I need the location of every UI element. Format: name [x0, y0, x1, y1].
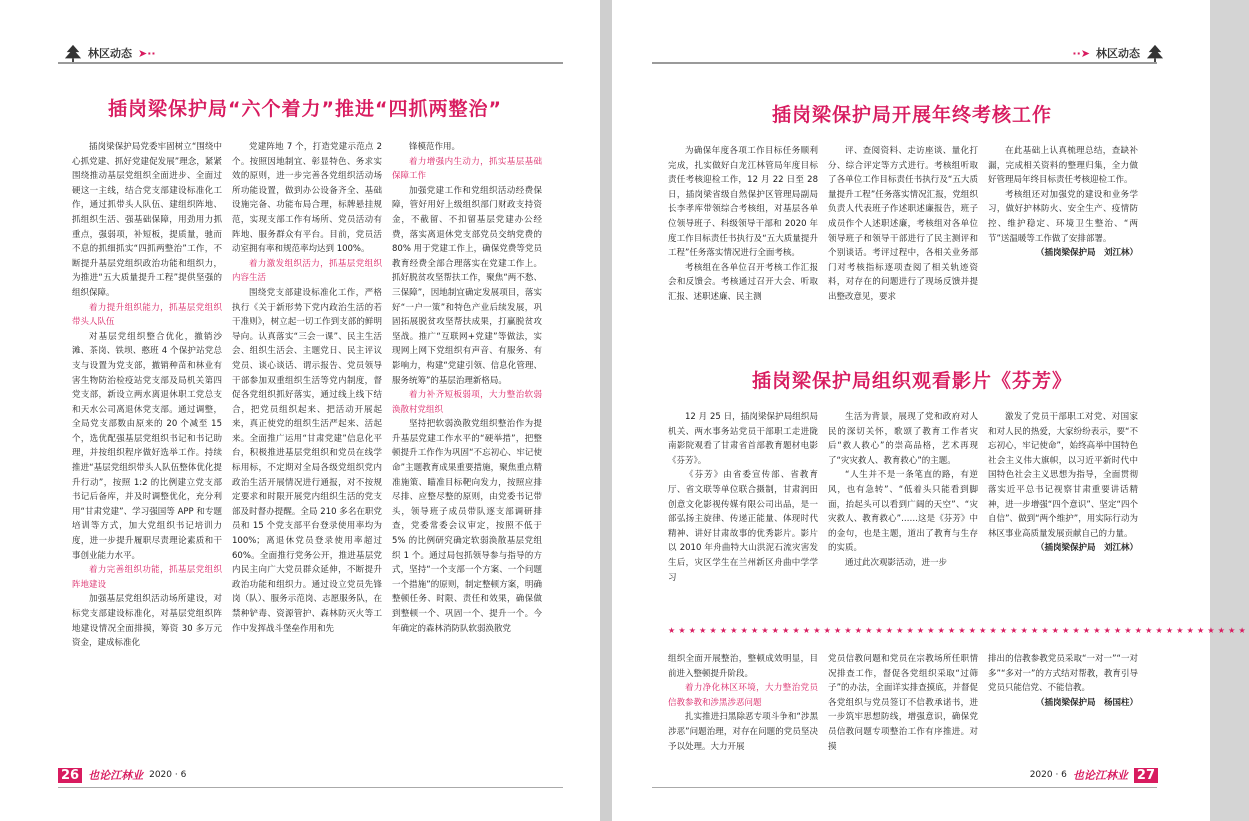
arrows-left-icon: ··➤ — [1072, 46, 1090, 60]
paragraph: 考核组还对加强党的建设和业务学习，做好护林防火、安全生产、疫情防控、维护稳定、环境卫生整治、“两节”送温暖等工作做了安排部署。 — [988, 189, 1138, 244]
paragraph: 对基层党组织整合优化，撤销沙滩、茶岗、铁坝、憨班 4 个保护站党总支与设置为党支部，撤销种苗和林业有害生物防治检疫站党支部及局机关第四党支部，新设立两水离退休职工党总支和天水公司离退休党支部。通过调整，全局党支部数由原来的 20 个减至 15 个，选优配强基层党组织书记和书记助理，并按组织程序做好选举工作。持续推进“基层党组织带头人队伍整体优化提升行动”，按照 1:2 的比例建立党支部书记后备库，并及时调整优化，充分利用“甘肃党建”、学习强国等 APP 和专题培训等方式，加大党组织书记培训力度，进一步提升履职尽责理论素质和干事创业能力水平。 — [72, 331, 222, 561]
subheading: 着力增强内生动力，抓实基层基础保障工作 — [392, 156, 542, 182]
article1-column-1 — [72, 140, 222, 752]
paragraph: 排出的信教参教党员采取“一对一”“一对多”“多对一”的方式结对帮教，教育引导党员只能信党、不能信教。 — [988, 654, 1138, 694]
article1-column-2 — [232, 140, 382, 752]
subheading: 着力完善组织功能，抓基层党组织阵地建设 — [72, 565, 222, 590]
byline: （插岗梁保护局 刘江林） — [1035, 248, 1138, 259]
article1_continued-column-3 — [988, 652, 1138, 756]
paragraph: 党建阵地 7 个，打造党建示范点 2 个。按照因地制宜、彰显特色、务求实效的原则，进一步完善各党组织活动场所功能设置，做到办公设备齐全、基础设施完备、功能布局合理，标牌悬挂规范，实现支部工作有场所、党员活动有阵地、服务群众有平台。目前，党员活动室拥有率和规范率均达到 100%。 — [232, 142, 382, 255]
article3-column-2 — [828, 410, 978, 610]
arrows-right-icon: ➤·· — [138, 46, 156, 60]
footer-left — [58, 767, 186, 783]
footer-rule — [58, 787, 563, 788]
article3-column-3 — [988, 410, 1138, 610]
paragraph: 评、查阅资料、走访座谈、量化打分、综合评定等方式进行。考核组听取了各单位工作目标责任书执行及“五大质量提升工程”任务落实情况汇报，党组织负责人代表班子作述职述廉报告，班子成员作个人述职述廉，考核组对各单位领导班子和领导干部进行了民主测评和个别谈话。考评过程中，各相关业务部门对考核指标逐项查阅了相关轨迹资料，对存在的问题进行了现场反馈并提出整改意见，要求 — [828, 146, 978, 302]
page-number: 27 — [1134, 768, 1158, 783]
subheading: 着力提升组织能力，抓基层党组织带头人队伍 — [72, 302, 222, 328]
paragraph: 加强党建工作和党组织活动经费保障，管好用好上级组织部门财政支持资金，不截留、不扣留基层党建办公经费，落实离退休党支部党员交纳党费的 80% 用于党建工作上，确保党费等党员教育经费全部合理落实在党建工作上。抓好脱贫攻坚帮扶工作，聚焦“两不愁、三保障”，因地制宜确定发展项目，落实好“一户一策”和特色产业后续发展，巩固拓展脱贫攻坚帮扶成果，打赢脱贫攻坚战。推广“互联网+党建”等做法，实现网上网下党组织有声音、有服务、有影响力，构建“党建引领、信息化管理、服务统筹”的基层治理新格局。 — [392, 185, 542, 386]
footer-rule — [652, 787, 1157, 788]
paragraph: 锋模范作用。 — [409, 142, 461, 152]
paragraph: 12 月 25 日，插岗梁保护局组织局机关、两水事务站党员干部职工走进陇南影院观看了甘肃省首部教育题材电影《芬芳》。 — [668, 412, 818, 466]
article2-columns — [668, 144, 1138, 349]
paragraph: 插岗梁保护局党委牢固树立“围绕中心抓党建、抓好党建促发展”理念，紧紧围绕推动基层党组织全面进步、全面过硬这一主线，结合党支部建设标准化工作，通过抓带头人队伍、建组织阵地、抓组织生活、强基础保障，用劲用力抓重点，强弱项，补短板，提质量，驰而不息的抓细抓实“四抓两整治”工作，不断提升基层党组织政治功能和组织力，为推进“五大质量提升工程”提供坚强的组织保障。 — [72, 142, 222, 298]
article2-column-1 — [668, 144, 818, 349]
byline: （插岗梁保护局 杨国柱） — [1035, 697, 1138, 708]
issue-label: 2020 · 6 — [149, 770, 187, 780]
tree-icon — [64, 44, 82, 62]
header-rule — [652, 62, 1157, 64]
paragraph: 组织全面开展整治，整顿成效明显，目前进入整顿提升阶段。 — [668, 654, 818, 679]
article2-column-3 — [988, 144, 1138, 349]
footer-right — [1030, 767, 1158, 783]
article3-column-1 — [668, 410, 818, 610]
byline: （插岗梁保护局 刘江林） — [1035, 543, 1138, 554]
paragraph: 为确保年度各项工作目标任务顺利完成，扎实做好白龙江林管局年度目标责任考核迎检工作，12 月 22 日至 28 日，插岗梁省级自然保护区管理局副局长李孝库带领综合考核组，对基层各单位领导班子、科级领导干部和 2020 年度工作目标责任书执行及“五大质量提升工程”任务落实情况进行全面考核。 — [668, 146, 818, 259]
subheading: 着力净化林区环境，大力整治党员信教参教和涉黑涉恶问题 — [668, 683, 818, 708]
header-rule — [58, 62, 563, 64]
article1-columns — [72, 140, 542, 752]
tree-icon — [1146, 44, 1164, 62]
issue-label: 2020 · 6 — [1029, 770, 1067, 780]
paragraph: 围绕党支部建设标准化工作，严格执行《关于新形势下党内政治生活的若干准则》，树立起一切工作到支部的鲜明导向。认真落实“三会一课”、民主生活会、组织生活会、主题党日、民主评议党员、谈心谈话、谓示报告、党员领导干部参加双重组织生活等党内制度，督促各党组织抓好落实，通过线上线下结合，把党员组织起来、把活动开展起来，真正使党的组织生活严起来、活起来。全面推广运用“甘肃党建”信息化平台，积极推进基层党组织和党员在线学标用标，不定期对全局各级党组织党内政治生活开展情况进行通报，对不按规定要求和时限开展党内组织生活的党支部及时督办提醒。全局 210 多名在职党员和 15 个党支部平台登录使用率均为 100%；离退休党员登录使用率超过 60%。全面推行党务公开，推进基层党内民主向广大党员群众延伸，不断提升政治功能和组织力。通过设立党员先锋岗（队）、服务示范岗、志愿服务队，在禁种铲毒、资源管护、森林防灭火等工作中发挥战斗堡垒作用和先 — [232, 287, 382, 634]
page-number: 26 — [58, 768, 82, 783]
section-header-left — [64, 44, 156, 62]
paragraph: 通过此次观影活动，进一步 — [845, 557, 948, 568]
paragraph: 扎实推进扫黑除恶专项斗争和“涉黑涉恶”问题治理，对存在问题的党员坚决予以处理。大力开展 — [668, 712, 818, 752]
paragraph: 激发了党员干部职工对党、对国家和对人民的热爱，大家纷纷表示，要“不忘初心，牢记使命”，始终高举中国特色社会主义伟大旗帜，以习近平新时代中国特色社会主义思想为指导，全面贯彻落实近平总书记视察甘肃重要讲话精神，进一步增强“四个意识”、坚定“四个自信”、做到“两个维护”，用实际行动为林区事业高质量发展贡献自己的力量。 — [988, 412, 1138, 539]
paragraph: 坚持把软弱涣散党组织整治作为提升基层党建工作水平的“硬举措”，把整顿提升工作作为巩固“不忘初心、牢记使命”主题教育成果重要措施，聚焦重点精准施策、瞄准目标靶向发力，按照应排尽排、应整尽整的原则，由党委书记带头，领导班子成员带队逐支部调研排查，党委常委会议审定，按照不低于 5% 的比例研究确定软弱涣散基层党组织 1 个。通过局包抓领导参与指导的方式，坚持“一个支部一个方案、一个问题一个措施”的原则，制定整顿方案，明确整顿任务、时限、责任和效果，确保做到整顿一个、巩固一个、提升一个。今年确定的森林消防队软弱涣散党 — [392, 419, 542, 634]
paragraph: 加强基层党组织活动场所建设，对标党支部建设标准化，对基层党组织阵地建设情况全面排摸，筹资 30 多万元资金，建成标准化 — [72, 594, 222, 649]
book-spine — [600, 0, 612, 821]
article2-title: 插岗梁保护局开展年终考核工作 — [771, 104, 1052, 126]
section-label: 林区动态 — [1096, 47, 1140, 60]
article3-title: 插岗梁保护局组织观看影片《芬芳》 — [751, 370, 1072, 392]
article1_continued-column-2 — [828, 652, 978, 756]
subheading: 着力补齐短板弱项，大力整治软弱涣散村党组织 — [392, 390, 542, 415]
article1-column-3 — [392, 140, 542, 752]
paragraph: 《芬芳》由省委宣传部、省教育厅、省文联等单位联合摄制，甘肃润田创意文化影视传媒有限公司出品，是一部弘扬主旋律、传递正能量、体现时代精神、讲好甘肃故事的优秀影片。影片以 2010 年舟曲特大山洪泥石流灾害发生后，灾区学生在兰州新区舟曲中学学习 — [668, 470, 818, 583]
article1-title: 插岗梁保护局“六个着力”推进“四抓两整治” — [108, 98, 502, 120]
article2-column-2 — [828, 144, 978, 349]
paragraph: 党员信教问题和党员在宗教场所任职情况排查工作，督促各党组织采取“过筛子”的办法，全面详实排查摸底，并督促各党组织与党员签订不信教承诺书，进一步筑牢思想防线，增强意识，确保党员信教问题专项整治工作有序推进。对摸 — [828, 654, 978, 752]
article1_continued-column-1 — [668, 652, 818, 756]
article1-continued-columns — [668, 652, 1138, 756]
section-label: 林区动态 — [88, 47, 132, 60]
magazine-name: 也论江林业 — [88, 769, 144, 782]
paragraph: “人生并不是一条笔直的路，有逆风，也有急转”、“低着头只能看到脚面，抬起头可以看到广阔的天空”、“灾灾救人、教育救心”……这是《芬芳》中的金句，也是主题，道出了教育与生存的实质。 — [828, 470, 978, 554]
magazine-name: 也论江林业 — [1072, 769, 1128, 782]
article3-columns — [668, 410, 1138, 610]
star-divider: ★★★★★★★★★★★★★★★★★★★★★★★★★★★★★★★★★★★★★★★★★★★★★★★★★★★★★★★★ — [668, 626, 1249, 635]
subheading: 着力激发组织活力，抓基层党组织内容生活 — [232, 258, 382, 284]
paragraph: 考核组在各单位召开考核工作汇报会和反馈会。考核通过召开大会、听取汇报、述职述廉、民主测 — [668, 262, 818, 302]
section-header-right — [1072, 44, 1164, 62]
paragraph: 生活为背景，展现了党和政府对人民的深切关怀，歌颂了教育工作者灾后“救人救心”的崇高品格，艺术再现了“灾灾救人、教育救心”的主题。 — [828, 412, 978, 466]
left-page — [0, 0, 600, 821]
paragraph: 在此基础上认真梳理总结，查缺补漏，完成相关资料的整理归集，全力做好管理局年终目标责任考核迎检工作。 — [988, 146, 1138, 186]
